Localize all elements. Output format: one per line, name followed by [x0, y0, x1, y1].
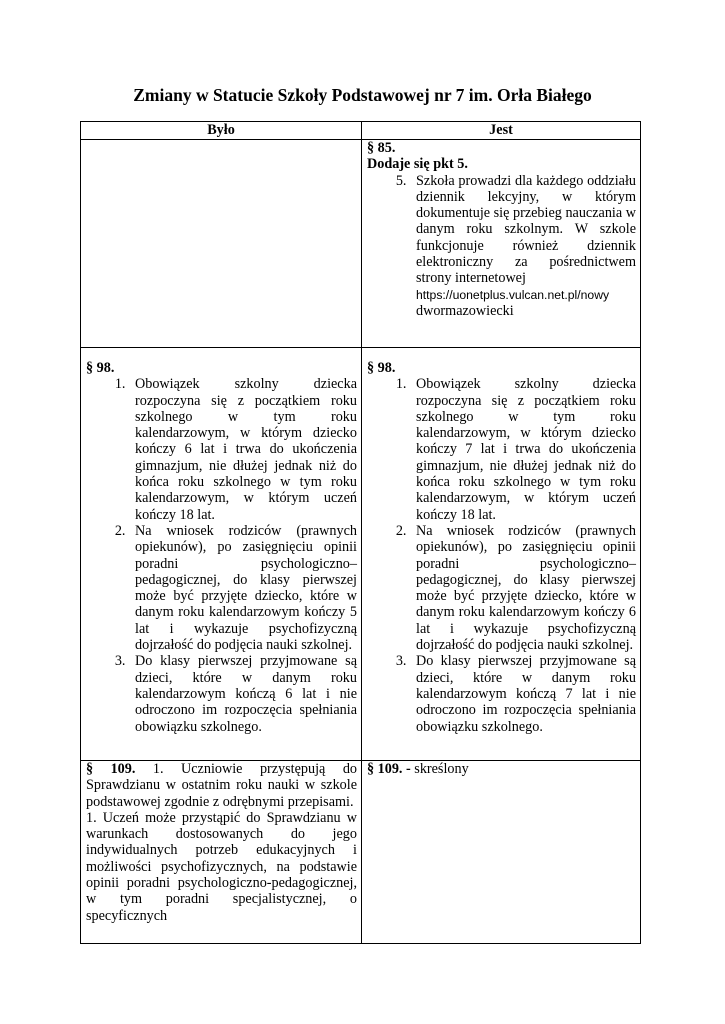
row3-was-cell	[81, 761, 362, 944]
list-item: 3. Do klasy pierwszej przyjmowane są dzieci, które w danym roku kalendarzowym kończą 6 lat i nie odroczono im rozpoczęcia spełniania obowiązku szkolnego.	[129, 653, 357, 734]
list-item: 3. Do klasy pierwszej przyjmowane są dzieci, które w danym roku kalendarzowym kończą 7 lat i nie odroczono im rozpoczęcia spełniania obowiązku szkolnego.	[410, 653, 636, 734]
row2-was-section: § 98.	[86, 360, 115, 376]
document-title: Zmiany w Statucie Szkoły Podstawowej nr 7 im. Orła Białego	[133, 85, 592, 105]
row2-is-cell	[362, 348, 641, 761]
list-item: 2. Na wniosek rodziców (prawnych opiekunów), po zasięgnięciu opinii poradni psychologiczno–pedagogicznej, do klasy pierwszej może być przyjęte dziecko, które w danym roku kalendarzowym kończy 5 lat i wykazuje psychofizyczną dojrzałość do podjęcia nauki szkolnej.	[129, 523, 357, 653]
row2-is-list	[367, 376, 636, 735]
row1-is-url: https://uonetplus.vulcan.net.pl/nowy	[416, 287, 610, 302]
table-header-row	[81, 122, 641, 140]
row1-is-list	[367, 173, 636, 320]
table-row	[81, 761, 641, 944]
list-item: 1. Obowiązek szkolny dziecka rozpoczyna się z początkiem roku szkolnego w tym roku kalendarzowym, w którym dziecko kończy 7 lat i trwa do ukończenia gimnazjum, nie dłużej jednak niż do końca roku szkolnego w tym roku kalendarzowym, w którym uczeń kończy 18 lat.	[410, 376, 636, 523]
row1-was-cell	[81, 140, 362, 348]
header-was: Było	[81, 122, 362, 140]
row1-is-subtitle: Dodaje się pkt 5.	[367, 156, 468, 173]
row3-was-p1	[86, 761, 357, 810]
row3-is-cell	[362, 761, 641, 944]
list-item	[410, 173, 636, 320]
table-row	[81, 348, 641, 761]
list-item: 2. Na wniosek rodziców (prawnych opiekunów), po zasięgnięciu opinii poradni psychologiczno–pedagogicznej, do klasy pierwszej może być przyjęte dziecko, które w danym roku kalendarzowym kończy 6 lat i wykazuje psychofizyczną dojrzałość do podjęcia nauki szkolnej.	[410, 523, 636, 653]
list-item: 1. Obowiązek szkolny dziecka rozpoczyna się z początkiem roku szkolnego w tym roku kalendarzowym, w którym dziecko kończy 6 lat i trwa do ukończenia gimnazjum, nie dłużej jednak niż do końca roku szkolnego w tym roku kalendarzowym, w którym uczeń kończy 18 lat.	[129, 376, 357, 523]
row3-was-section: § 109.	[86, 761, 136, 777]
row3-was-p2: 1. Uczeń może przystąpić do Sprawdzianu w warunkach dostosowanych do jego indywidualnych potrzeb edukacyjnych i możliwości psychofizycznych, na podstawie opinii poradni psychologiczno-pedagogicznej, w tym poradni specjalistycznej, o specyficznych	[86, 809, 357, 924]
row3-is-note: skreślony	[414, 761, 469, 777]
row1-is-cell	[362, 140, 641, 348]
table-row	[81, 140, 641, 348]
row1-is-section: § 85.	[367, 140, 396, 156]
row2-was-cell	[81, 348, 362, 761]
row1-is-item-text: Szkoła prowadzi dla każdego oddziału dziennik lekcyjny, w którym dokumentuje się przebieg nauczania w danym roku szkolnym. W szkole funkcjonuje również dziennik elektroniczny za pośrednictwem strony internetowej	[416, 172, 636, 287]
header-is: Jest	[362, 122, 641, 140]
row1-is-url-tail: dwormazowiecki	[416, 302, 514, 319]
row2-is-section: § 98.	[367, 360, 396, 376]
comparison-table	[80, 121, 641, 944]
row3-was-p1-text: 1. Uczniowie przystępują do Sprawdzianu w ostatnim roku nauki w szkole podstawowej zgodnie z odrębnymi przepisami.	[86, 761, 358, 810]
row2-was-list	[86, 376, 357, 735]
row3-is-section: § 109. -	[367, 761, 411, 777]
